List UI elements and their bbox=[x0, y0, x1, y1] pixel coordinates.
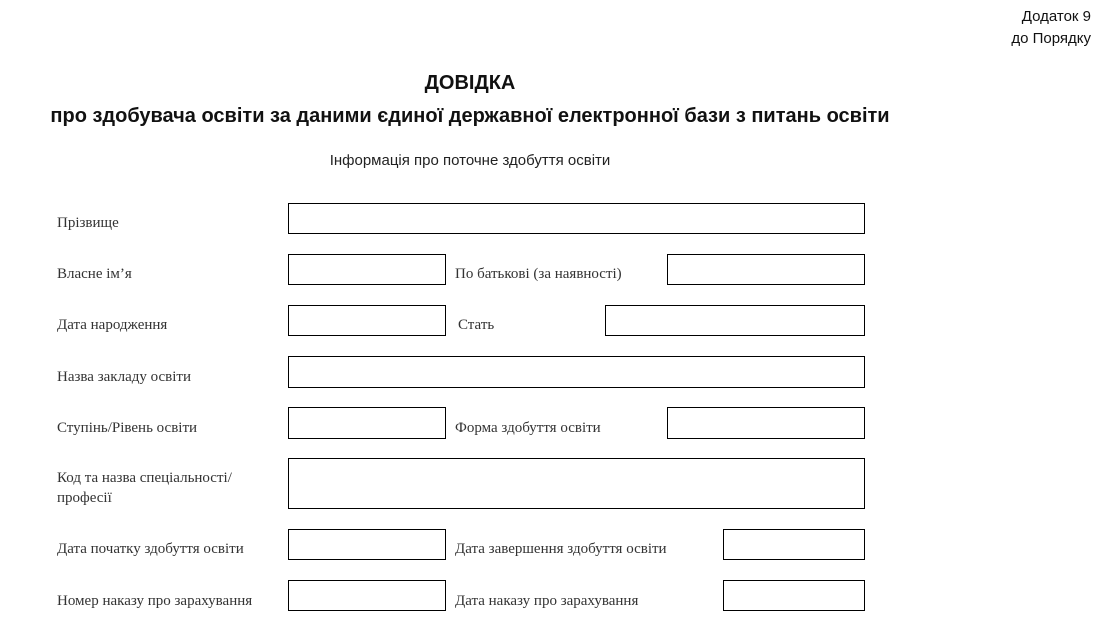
specialty-field[interactable] bbox=[288, 458, 865, 509]
specialty-label bbox=[57, 468, 232, 508]
start-date-label: Дата початку здобуття освіти bbox=[57, 541, 244, 557]
institution-label: Назва закладу освіти bbox=[57, 369, 191, 385]
education-form-field[interactable] bbox=[667, 407, 865, 439]
education-level-label: Ступінь/Рівень освіти bbox=[57, 420, 198, 436]
patronymic-label: По батькові (за наявності) bbox=[455, 266, 622, 282]
first-name-field[interactable] bbox=[288, 254, 446, 285]
surname-field[interactable] bbox=[288, 203, 865, 234]
annex-reference bbox=[1011, 6, 1091, 50]
annex-to-order: до Порядку bbox=[1011, 30, 1091, 47]
section-heading: Інформація про поточне здобуття освіти bbox=[329, 152, 611, 169]
sex-label: Стать bbox=[458, 317, 495, 333]
enrollment-order-date-label: Дата наказу про зарахування bbox=[455, 593, 639, 609]
patronymic-field[interactable] bbox=[667, 254, 865, 285]
specialty-label-line2: професії bbox=[57, 490, 112, 506]
start-date-field[interactable] bbox=[288, 529, 446, 560]
surname-label: Прізвище bbox=[57, 215, 119, 231]
sex-field[interactable] bbox=[605, 305, 865, 336]
birth-date-field[interactable] bbox=[288, 305, 446, 336]
end-date-label: Дата завершення здобуття освіти bbox=[455, 541, 667, 557]
specialty-label-line1: Код та назва спеціальності/ bbox=[57, 470, 232, 486]
education-level-field[interactable] bbox=[288, 407, 446, 439]
enrollment-order-number-field[interactable] bbox=[288, 580, 446, 611]
first-name-label: Власне ім’я bbox=[57, 266, 132, 282]
document-title: ДОВІДКА bbox=[424, 72, 516, 94]
end-date-field[interactable] bbox=[723, 529, 865, 560]
enrollment-order-number-label: Номер наказу про зарахування bbox=[57, 593, 253, 609]
enrollment-order-date-field[interactable] bbox=[723, 580, 865, 611]
birth-date-label: Дата народження bbox=[57, 317, 168, 333]
institution-field[interactable] bbox=[288, 356, 865, 388]
education-form-label: Форма здобуття освіти bbox=[455, 420, 601, 436]
document-subtitle: про здобувача освіти за даними єдиної державної електронної бази з питань освіти bbox=[50, 105, 890, 127]
annex-number: Додаток 9 bbox=[1021, 8, 1091, 25]
